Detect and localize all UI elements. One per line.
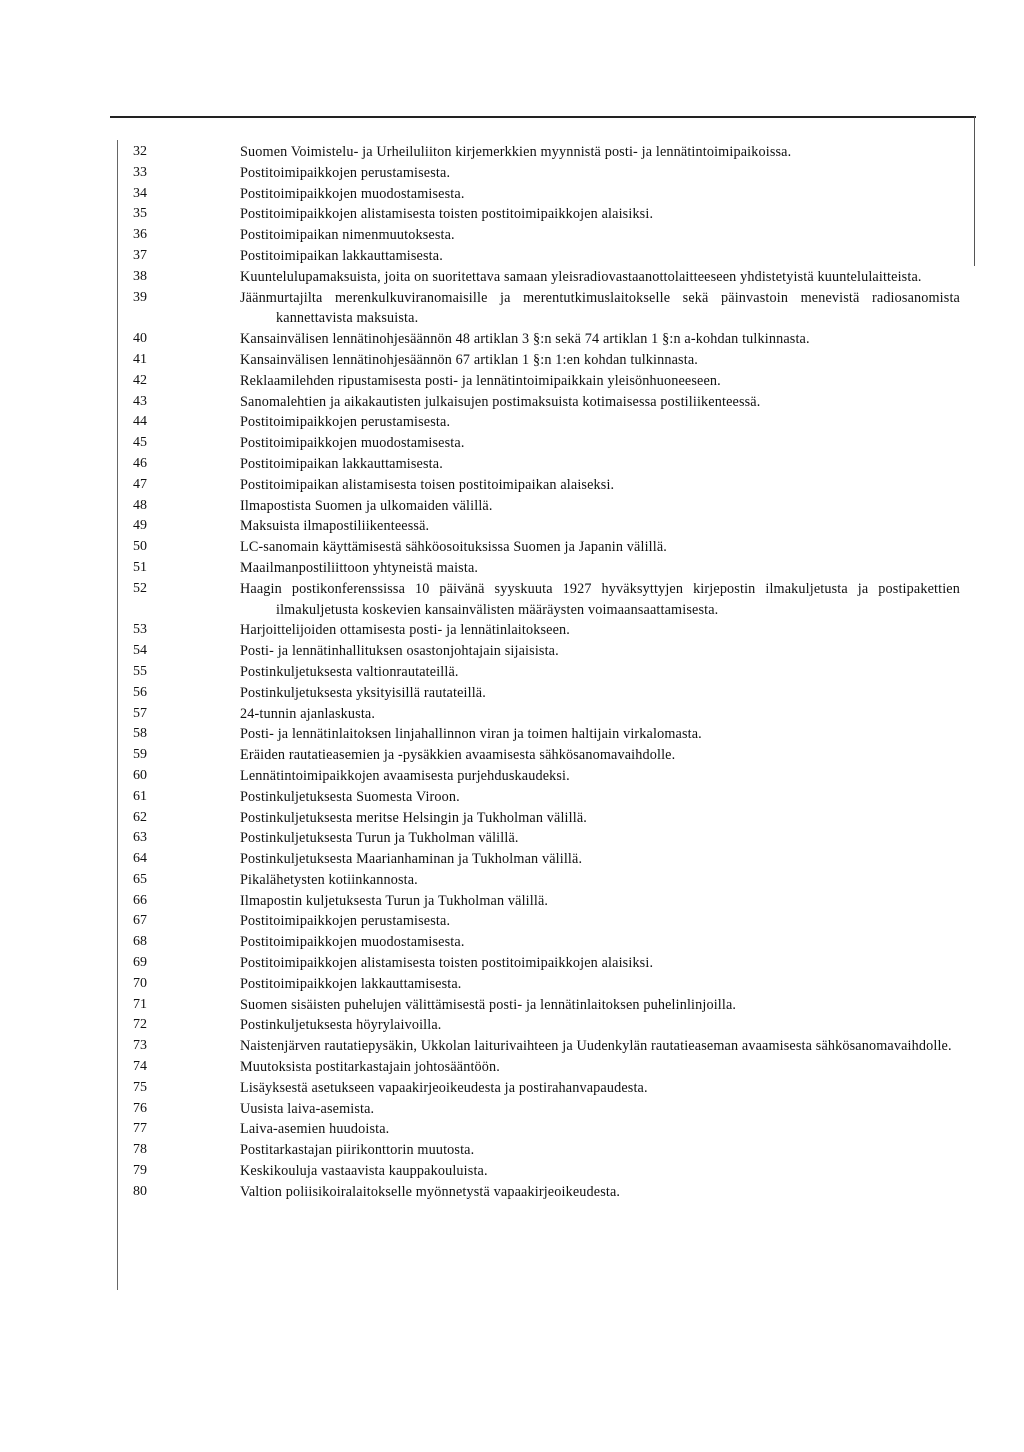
entry-text-content: Keskikouluja vastaavista kauppakouluista. (240, 1163, 488, 1180)
entry-text (240, 974, 960, 995)
entry-text (240, 537, 960, 558)
entry-number: 69 (133, 955, 147, 971)
list-item (0, 267, 1024, 288)
entry-number: 59 (133, 747, 147, 763)
list-item (0, 496, 1024, 517)
list-item (0, 184, 1024, 205)
list-item (0, 163, 1024, 184)
entry-text (240, 828, 960, 849)
list-item (0, 558, 1024, 579)
entry-text (240, 891, 960, 912)
list-item (0, 911, 1024, 932)
entry-text-content: Maailmanpostiliittoon yhtyneistä maista. (240, 559, 479, 576)
entry-text-content: Eräiden rautatieasemien ja -pysäkkien avaamisesta sähkösanomavaihdolle. (240, 747, 676, 764)
list-item (0, 724, 1024, 745)
entry-text-content: Postitoimipaikkojen perustamisesta. (240, 414, 451, 431)
entry-text-content: Postitoimipaikkojen alistamisesta toisten postitoimipaikkojen alaisiksi. (240, 955, 654, 972)
entry-text (240, 1057, 960, 1078)
entry-text-content: Postitoimipaikkojen muodostamisesta. (240, 934, 465, 951)
entry-number: 48 (133, 497, 147, 513)
entry-text (240, 766, 960, 787)
entry-text (240, 350, 960, 371)
entry-text-content: Postinkuljetuksesta Maarianhaminan ja Tukholman välillä. (240, 851, 583, 868)
entry-number: 42 (133, 372, 147, 388)
entry-text (240, 558, 960, 579)
list-item (0, 516, 1024, 537)
entry-text-content: Postitoimipaikkojen perustamisesta. (240, 164, 451, 181)
entry-text (240, 516, 960, 537)
entry-number: 36 (133, 227, 147, 243)
entry-number: 54 (133, 643, 147, 659)
entry-number: 44 (133, 414, 147, 430)
list-item (0, 683, 1024, 704)
list-item (0, 974, 1024, 995)
entry-text-content: Ilmapostin kuljetuksesta Turun ja Tukholman välillä. (240, 892, 549, 909)
entry-text-content: Suomen sisäisten puhelujen välittämisestä posti- ja lennätinlaitoksen puhelinlinjoilla. (240, 996, 737, 1013)
entry-text-content: Postinkuljetuksesta yksityisillä rautateillä. (240, 684, 486, 701)
entry-text-content: Sanomalehtien ja aikakautisten julkaisujen postimaksuista kotimaisessa postiliikenteessä. (240, 393, 761, 410)
entry-number: 49 (133, 518, 147, 534)
entry-number: 79 (133, 1163, 147, 1179)
list-item (0, 1015, 1024, 1036)
entry-text-content: Ilmapostista Suomen ja ulkomaiden välillä. (240, 497, 493, 514)
entry-text (240, 496, 960, 517)
entry-text-content: Posti- ja lennätinlaitoksen linjahallinnon viran ja toimen haltijain virkalomasta. (240, 726, 702, 743)
entry-text (240, 246, 960, 267)
list-item (0, 288, 1024, 330)
list-item (0, 662, 1024, 683)
list-item (0, 1078, 1024, 1099)
entry-number: 58 (133, 726, 147, 742)
entry-number: 56 (133, 684, 147, 700)
entry-text-content: Maksuista ilmapostiliikenteessä. (240, 518, 430, 535)
entry-number: 46 (133, 455, 147, 471)
list-item (0, 392, 1024, 413)
entry-text-content: Postinkuljetuksesta meritse Helsingin ja Tukholman välillä. (240, 809, 587, 826)
top-rule (110, 116, 976, 118)
entry-text-content: Postinkuljetuksesta valtionrautateillä. (240, 663, 459, 680)
entry-text (240, 1161, 960, 1182)
entry-text-content: Suomen Voimistelu- ja Urheiluliiton kirjemerkkien myynnistä posti- ja lennätintoimipaikoissa. (240, 144, 792, 160)
entry-number: 71 (133, 996, 147, 1012)
entry-number: 65 (133, 871, 147, 887)
entry-number: 38 (133, 268, 147, 284)
list-item (0, 641, 1024, 662)
entry-text-content: Postitoimipaikkojen lakkauttamisesta. (240, 975, 462, 992)
list-item (0, 329, 1024, 350)
entry-text (240, 849, 960, 870)
entry-text (240, 1015, 960, 1036)
entry-number: 75 (133, 1079, 147, 1095)
entry-number: 33 (133, 164, 147, 180)
entry-text-content: Postitoimipaikan lakkauttamisesta. (240, 455, 443, 472)
list-item (0, 745, 1024, 766)
entry-text-content: Lisäyksestä asetukseen vapaakirjeoikeudesta ja postirahanvapaudesta. (240, 1079, 648, 1096)
entry-text-content: Postitoimipaikkojen muodostamisesta. (240, 185, 465, 202)
entry-text-content: Postinkuljetuksesta Suomesta Viroon. (240, 788, 460, 805)
entry-number: 50 (133, 539, 147, 555)
list-item (0, 766, 1024, 787)
entry-number: 41 (133, 351, 147, 367)
entry-number: 72 (133, 1017, 147, 1033)
entry-text (240, 995, 960, 1016)
list-item (0, 433, 1024, 454)
entry-text (240, 808, 960, 829)
entry-number: 78 (133, 1142, 147, 1158)
entry-number: 61 (133, 788, 147, 804)
entry-text-content: Postinkuljetuksesta Turun ja Tukholman välillä. (240, 830, 519, 847)
list-item (0, 828, 1024, 849)
entry-text-content: 24-tunnin ajanlaskusta. (240, 705, 376, 722)
entry-text-content: Postitoimipaikkojen alistamisesta toisten postitoimipaikkojen alaisiksi. (240, 206, 654, 223)
entry-number: 74 (133, 1059, 147, 1075)
entry-number: 35 (133, 206, 147, 222)
entry-text-content: Postitoimipaikkojen perustamisesta. (240, 913, 451, 930)
entry-text (240, 662, 960, 683)
entry-text-content: Postitarkastajan piirikonttorin muutosta. (240, 1142, 475, 1159)
list-item (0, 454, 1024, 475)
entry-text (240, 225, 960, 246)
list-item (0, 1140, 1024, 1161)
list-item (0, 870, 1024, 891)
entry-text (240, 204, 960, 225)
entry-text (240, 932, 960, 953)
entry-text (240, 641, 960, 662)
entry-text-content: Postitoimipaikan lakkauttamisesta. (240, 247, 443, 264)
entry-number: 52 (133, 580, 147, 596)
list-item (0, 620, 1024, 641)
entry-text-content: Jäänmurtajilta merenkulkuviranomaisille ja merentutkimuslaitokselle sekä päinvastoin menevistä radiosanomista kannettavista maksuista. (240, 289, 960, 327)
entry-number: 77 (133, 1121, 147, 1137)
list-item (0, 808, 1024, 829)
entry-text (240, 911, 960, 932)
list-item (0, 932, 1024, 953)
entry-number: 62 (133, 809, 147, 825)
entry-text-content: Lennätintoimipaikkojen avaamisesta purjehduskaudeksi. (240, 767, 570, 784)
list-item (0, 371, 1024, 392)
entry-text (240, 433, 960, 454)
entry-number: 43 (133, 393, 147, 409)
entry-text-content: Haagin postikonferenssissa 10 päivänä syyskuuta 1927 hyväksyttyjen kirjepostin ilmakuljetusta ja postipakettien ilmakuljetusta koskevien kansainvälisten määräysten voimaansaattamisesta. (240, 580, 960, 618)
entry-number: 37 (133, 247, 147, 263)
entry-text (240, 683, 960, 704)
entry-number: 45 (133, 435, 147, 451)
entry-text (240, 620, 960, 641)
entry-text-content: Kansainvälisen lennätinohjesäännön 67 artiklan 1 §:n 1:en kohdan tulkinnasta. (240, 351, 698, 368)
entry-number: 34 (133, 185, 147, 201)
entry-text-content: Valtion poliisikoiralaitokselle myönnetystä vapaakirjeoikeudesta. (240, 1183, 621, 1200)
entry-number: 39 (133, 289, 147, 305)
entry-number: 60 (133, 767, 147, 783)
entry-text-content: Postitoimipaikan nimenmuutoksesta. (240, 227, 455, 244)
entry-number: 63 (133, 830, 147, 846)
entry-text (240, 1078, 960, 1099)
list-item (0, 787, 1024, 808)
entry-number: 57 (133, 705, 147, 721)
entry-text-content: LC-sanomain käyttämisestä sähköosoituksissa Suomen ja Japanin välillä. (240, 539, 667, 556)
list-item (0, 1161, 1024, 1182)
entry-text (240, 329, 960, 350)
entry-text-content: Postitoimipaikan alistamisesta toisen postitoimipaikan alaiseksi. (240, 476, 615, 493)
entry-number: 51 (133, 559, 147, 575)
entry-text-content: Kuuntelulupamaksuista, joita on suoritettava samaan yleisradiovastaanottolaitteeseen yhdistetyistä kuuntelulaitteista. (240, 268, 922, 285)
list-item (0, 1057, 1024, 1078)
list-item (0, 246, 1024, 267)
entry-text (240, 142, 960, 163)
list-item (0, 1036, 1024, 1057)
list-item (0, 995, 1024, 1016)
entry-text (240, 163, 960, 184)
list-item (0, 537, 1024, 558)
entry-text (240, 1119, 960, 1140)
entry-text (240, 371, 960, 392)
entry-number: 80 (133, 1183, 147, 1199)
entry-text (240, 267, 960, 288)
entry-text (240, 1182, 960, 1203)
list-item (0, 953, 1024, 974)
entry-text (240, 745, 960, 766)
list-item (0, 225, 1024, 246)
entry-number: 47 (133, 476, 147, 492)
entry-text-content: Posti- ja lennätinhallituksen osastonjohtajain sijaisista. (240, 643, 559, 660)
list-item (0, 204, 1024, 225)
entry-number: 40 (133, 331, 147, 347)
entry-number: 70 (133, 975, 147, 991)
list-item (0, 891, 1024, 912)
list-item (0, 579, 1024, 621)
entry-text (240, 1140, 960, 1161)
list-item (0, 412, 1024, 433)
entry-list (0, 142, 1024, 1203)
entry-text-content: Naistenjärven rautatiepysäkin, Ukkolan laiturivaihteen ja Uudenkylän rautatieaseman avaamisesta sähkösanomavaihdolle. (240, 1038, 952, 1055)
entry-text (240, 1099, 960, 1120)
list-item (0, 142, 1024, 163)
entry-text (240, 870, 960, 891)
entry-text (240, 579, 960, 621)
entry-text (240, 704, 960, 725)
entry-number: 76 (133, 1100, 147, 1116)
entry-text-content: Muutoksista postitarkastajain johtosääntöön. (240, 1059, 500, 1076)
entry-text (240, 724, 960, 745)
list-item (0, 350, 1024, 371)
list-item (0, 849, 1024, 870)
list-item (0, 704, 1024, 725)
entry-number: 68 (133, 934, 147, 950)
entry-text (240, 1036, 960, 1057)
list-item (0, 1099, 1024, 1120)
entry-number: 32 (133, 144, 147, 159)
entry-number: 66 (133, 892, 147, 908)
entry-number: 67 (133, 913, 147, 929)
entry-text-content: Harjoittelijoiden ottamisesta posti- ja lennätinlaitokseen. (240, 622, 570, 639)
entry-text (240, 288, 960, 330)
entry-text (240, 392, 960, 413)
entry-number: 73 (133, 1038, 147, 1054)
entry-text (240, 454, 960, 475)
entry-number: 53 (133, 622, 147, 638)
entry-text (240, 787, 960, 808)
entry-text-content: Pikalähetysten kotiinkannosta. (240, 871, 418, 888)
entry-text-content: Laiva-asemien huudoista. (240, 1121, 390, 1138)
entry-number: 64 (133, 851, 147, 867)
entry-text-content: Postitoimipaikkojen muodostamisesta. (240, 435, 465, 452)
entry-number: 55 (133, 663, 147, 679)
entry-text-content: Uusista laiva-asemista. (240, 1100, 375, 1117)
entry-text (240, 184, 960, 205)
entry-text-content: Postinkuljetuksesta höyrylaivoilla. (240, 1017, 442, 1034)
entry-text-content: Reklaamilehden ripustamisesta posti- ja lennätintoimipaikkain yleisönhuoneeseen. (240, 372, 721, 389)
entry-text (240, 475, 960, 496)
list-item (0, 475, 1024, 496)
entry-text (240, 953, 960, 974)
list-item (0, 1182, 1024, 1203)
entry-text-content: Kansainvälisen lennätinohjesäännön 48 artiklan 3 §:n sekä 74 artiklan 1 §:n a-kohdan tulkinnasta. (240, 331, 810, 348)
entry-text (240, 412, 960, 433)
list-item (0, 1119, 1024, 1140)
